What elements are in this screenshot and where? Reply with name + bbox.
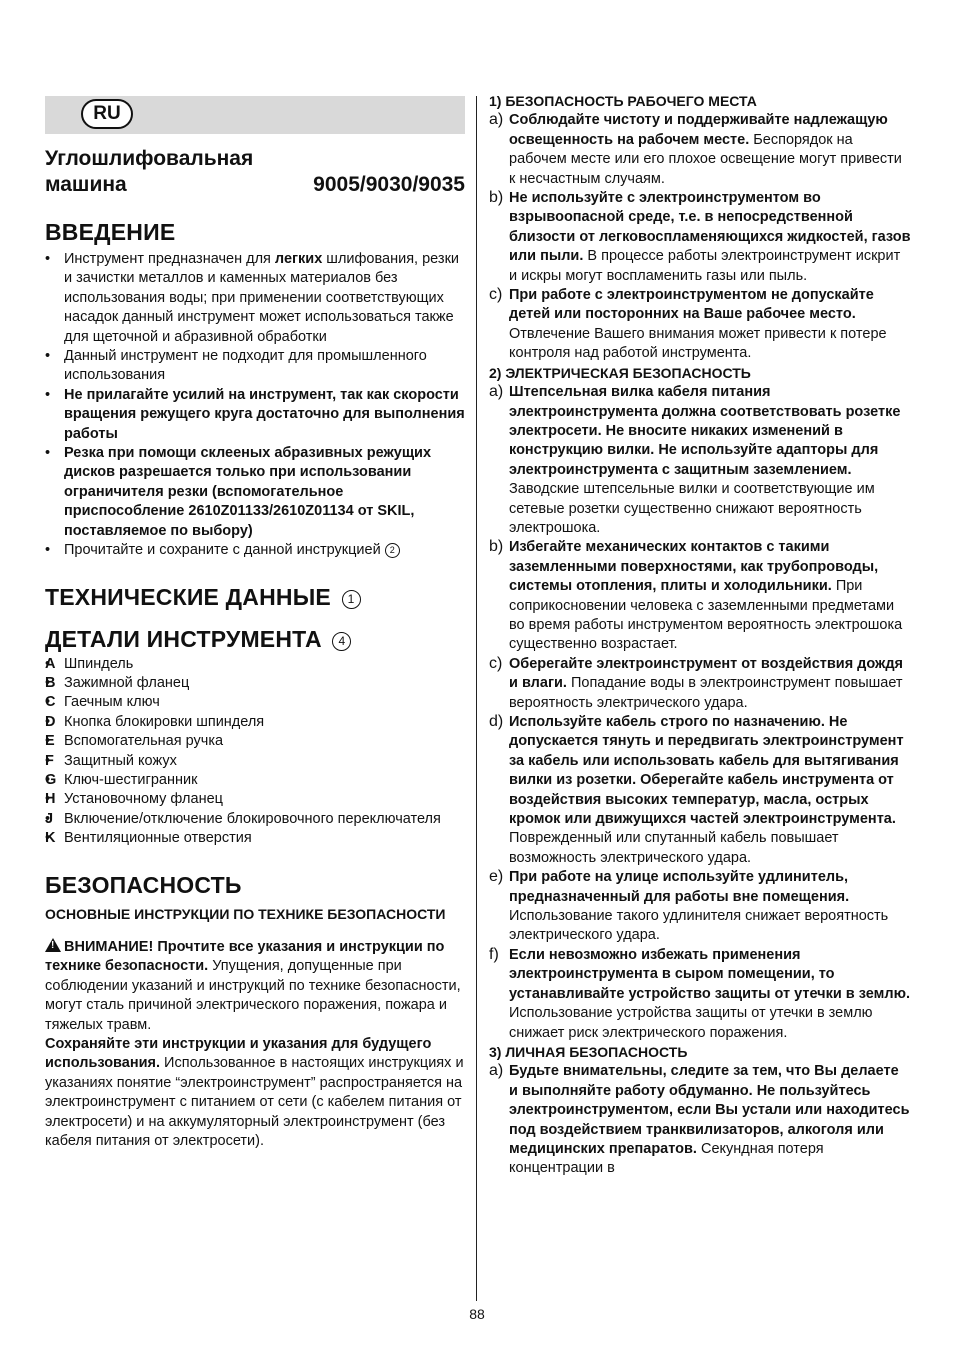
parts-list xyxy=(45,655,465,849)
part-item xyxy=(45,810,465,829)
column-divider xyxy=(476,96,477,1301)
part-label: Установочному фланец xyxy=(64,791,223,808)
intro-bullet xyxy=(45,541,465,560)
part-item xyxy=(45,790,465,809)
part-label: Вспомогательная ручка xyxy=(64,733,224,750)
item-plain: При соприкосновении человека с заземленными предметами во время работы инструментом вероятность электрошока существенно возрастает. xyxy=(509,578,903,653)
instruction-item xyxy=(489,1062,911,1178)
tech-heading xyxy=(45,583,465,611)
part-label: Кнопка блокировки шпинделя xyxy=(64,713,265,730)
safety-heading: БЕЗОПАСНОСТЬ xyxy=(45,871,242,898)
item-letter: c) xyxy=(489,286,503,304)
item-bold: Избегайте механических контактов с такими заземленными поверхностями, как трубопроводы, системы отопления, плиты и холодильники. xyxy=(509,539,879,595)
instruction-item xyxy=(489,111,911,189)
item-text xyxy=(509,946,911,1043)
item-bold: При работе на улице используйте удлинитель, предназначенный для работы вне помещения. xyxy=(509,869,850,905)
item-letter: d) xyxy=(489,713,504,730)
item-letter: b) xyxy=(489,189,504,207)
item-text xyxy=(509,868,911,946)
part-label: Включение/отключение блокировочного переключателя xyxy=(64,810,441,827)
warning-bold: ВНИМАНИЕ! Прочтите все указания и инструкции по технике безопасности. xyxy=(45,938,445,975)
part-label: Шпиндель xyxy=(64,655,134,672)
item-bold: Оберегайте электроинструмент от воздействия дождя и влаги. xyxy=(509,655,903,692)
part-key: • H xyxy=(45,791,56,808)
instruction-item xyxy=(489,655,911,713)
item-plain: Использование устройства защиты от утечки в землю снижает риск электрического поражения. xyxy=(509,1005,873,1041)
parts-heading xyxy=(45,625,465,653)
item-letter: b) xyxy=(489,538,504,556)
part-label: Защитный кожух xyxy=(64,752,177,769)
language-badge: RU xyxy=(81,99,133,129)
item-text xyxy=(509,713,911,868)
part-item xyxy=(45,771,465,790)
item-bold: При работе с электроинструментом не допускайте детей или посторонних на Ваше рабочее место. xyxy=(509,287,874,323)
item-plain: Использование такого удлинителя снижает вероятность электрического удара. xyxy=(509,908,889,944)
item-bold: Соблюдайте чистоту и поддерживайте надлежащую освещенность на рабочем месте. xyxy=(509,112,888,148)
item-plain: Беспорядок на рабочем месте или его плохое освещение могут привести к несчастным случаям. xyxy=(509,131,902,187)
section-heading: 3) ЛИЧНАЯ БЕЗОПАСНОСТЬ xyxy=(489,1043,688,1060)
item-letter: f) xyxy=(489,945,499,963)
keep-instructions-paragraph xyxy=(45,1035,465,1151)
left-column xyxy=(45,96,465,1151)
bullet-bold: Резка при помощи склееных абразивных режущих дисков разрешается только при использовании ограничителя резки (вспомогательное приспособление 2610Z01133/2610Z01134 от SKIL, поставляемое по выбору) xyxy=(64,445,432,539)
intro-bullet xyxy=(45,386,465,444)
part-key: • F xyxy=(45,752,54,769)
warning-text: Упущения, допущенные при соблюдении указаний и инструкций по технике безопасности, могут сталь причиной электрического поражения, пожара и тяжелых травм. xyxy=(45,958,461,1033)
instruction-item xyxy=(489,383,911,538)
bullet-text: Прочитайте и сохраните с данной инструкцией xyxy=(64,542,381,559)
part-key: • D xyxy=(45,713,56,730)
instruction-item xyxy=(489,713,911,868)
bullet-bold: Не прилагайте усилий на инструмент, так как скорости вращения режущего круга достаточно для выполнения работы xyxy=(64,386,465,442)
part-label: Вентиляционные отверстия xyxy=(64,830,252,847)
instruction-item xyxy=(489,868,911,946)
part-item xyxy=(45,655,465,674)
part-item xyxy=(45,829,465,848)
section-heading: 1) БЕЗОПАСНОСТЬ РАБОЧЕГО МЕСТА xyxy=(489,93,757,109)
item-plain: Поврежденный или спутанный кабель повышает возможность электрического удара. xyxy=(509,830,839,866)
parts-heading-text: ДЕТАЛИ ИНСТРУМЕНТА xyxy=(45,625,322,652)
item-letter: a) xyxy=(489,111,504,129)
part-item xyxy=(45,693,465,712)
tech-heading-text: ТЕХНИЧЕСКИЕ ДАННЫЕ xyxy=(45,583,331,610)
item-letter: a) xyxy=(489,383,504,401)
keep-bold: Сохраняйте эти инструкции и указания для будущего использования. xyxy=(45,1036,432,1072)
keep-text: Использованное в настоящих инструкциях и указаниях понятие “электроинструмент” распространяется на электроинструмент с питанием от сети (с кабелем питания от электросети) и на аккумуляторный электроинструмент (без кабеля питания от электросети). xyxy=(45,1055,464,1150)
item-text xyxy=(509,189,911,286)
bullet-text: шлифования, резки и зачистки металлов и каменных материалов без использования воды; при применении соответствующих насадок данный инструмент может использоваться также для щеточной и абразивной обработки xyxy=(64,251,460,345)
page-number: 88 xyxy=(469,1306,485,1322)
item-letter: a) xyxy=(489,1062,504,1080)
section-heading: 2) ЭЛЕКТРИЧЕСКАЯ БЕЗОПАСНОСТЬ xyxy=(489,364,751,381)
safety-subheading: ОСНОВНЫЕ ИНСТРУКЦИИ ПО ТЕХНИКЕ БЕЗОПАСНОСТИ xyxy=(45,905,446,922)
intro-heading: ВВЕДЕНИЕ xyxy=(45,219,176,245)
intro-bullet xyxy=(45,250,465,347)
part-item xyxy=(45,674,465,693)
figure-ref-icon: 1 xyxy=(342,590,361,609)
document-title: Углошлифовальная машина xyxy=(45,147,254,196)
document-title-row xyxy=(45,146,465,198)
item-plain: Отвлечение Вашего внимания может привести к потере контроля над работой инструмента. xyxy=(509,325,887,362)
model-number: 9005/9030/9035 xyxy=(313,173,465,196)
intro-bullet xyxy=(45,347,465,386)
part-key: • G xyxy=(45,771,57,788)
instruction-item xyxy=(489,538,911,654)
item-bold: Если невозможно избежать применения электроинструмента в сыром помещении, то устанавливайте устройство защиты от утечки в землю. xyxy=(509,946,910,1002)
intro-bullet xyxy=(45,444,465,541)
item-bold: Используйте кабель строго по назначению. Не допускается тянуть и передвигать электроинструмент за кабель или использовать кабель для вытягивания вилки из розетки. Оберегайте кабель инструмента от воздействия высоких температур, масла, острых кромок или движущихся частей электроинструмента. xyxy=(509,714,904,828)
item-plain: Заводские штепсельные вилки и соответствующие им сетевые розетки существенно снижают вероятность электрошока. xyxy=(509,481,875,536)
item-text xyxy=(509,1062,911,1178)
bullet-text: Инструмент предназначен для xyxy=(64,251,275,267)
part-key: • B xyxy=(45,674,56,691)
part-key: • A xyxy=(45,655,56,672)
part-item xyxy=(45,732,465,751)
item-letter: e) xyxy=(489,868,504,886)
item-bold: Будьте внимательны, следите за тем, что Вы делаете и выполняйте работу обдуманно. Не пользуйтесь электроинструментом, если Вы устали или находитесь под воздействием транквилизаторов, алкоголя или медицинских препаратов. xyxy=(509,1063,910,1157)
instruction-item xyxy=(489,946,911,1043)
item-bold: Штепсельная вилка кабеля питания электроинструмента должна соответствовать розетке электросети. Не вносите никаких изменений в конструкцию вилки. Не используйте адапторы для электроинструмента с защитным заземлением. xyxy=(509,384,901,478)
item-text xyxy=(509,286,911,364)
bullet-bold: легких xyxy=(274,251,323,267)
item-plain: Секундная потеря концентрации в xyxy=(509,1140,824,1177)
item-text xyxy=(509,538,911,654)
language-bar xyxy=(45,96,465,134)
item-text xyxy=(509,111,911,189)
item-letter: c) xyxy=(489,654,503,672)
item-plain: В процессе работы электроинструмент искрит и искры могут воспламенить газы или пыль. xyxy=(509,248,901,284)
part-key: • K xyxy=(45,830,56,847)
item-bold: Не используйте с электроинструментом во взрывоопасной среде, т.е. в непосредственной близости от легковоспламеняющихся жидкостей, газов или пыли. xyxy=(509,190,911,265)
warning-paragraph xyxy=(45,938,465,1035)
part-key: • E xyxy=(45,733,55,750)
warning-triangle-icon xyxy=(45,938,61,952)
item-text xyxy=(509,383,911,538)
item-plain: Попадание воды в электроинструмент повышает вероятность электрического удара. xyxy=(509,675,903,711)
part-item xyxy=(45,752,465,771)
part-label: Гаечным ключ xyxy=(64,694,160,711)
instruction-item xyxy=(489,189,911,286)
instruction-item xyxy=(489,286,911,364)
right-column xyxy=(489,92,911,1179)
part-label: Ключ-шестигранник xyxy=(64,771,198,788)
bullet-text: Данный инструмент не подходит для промышленного использования xyxy=(64,348,427,384)
part-item xyxy=(45,713,465,732)
intro-list xyxy=(45,250,465,561)
part-key: • C xyxy=(45,694,56,711)
figure-ref-icon: 2 xyxy=(385,543,400,558)
figure-ref-icon: 4 xyxy=(332,632,351,651)
part-key: • J xyxy=(45,810,54,827)
part-label: Зажимной фланец xyxy=(64,674,190,691)
item-text xyxy=(509,655,911,713)
